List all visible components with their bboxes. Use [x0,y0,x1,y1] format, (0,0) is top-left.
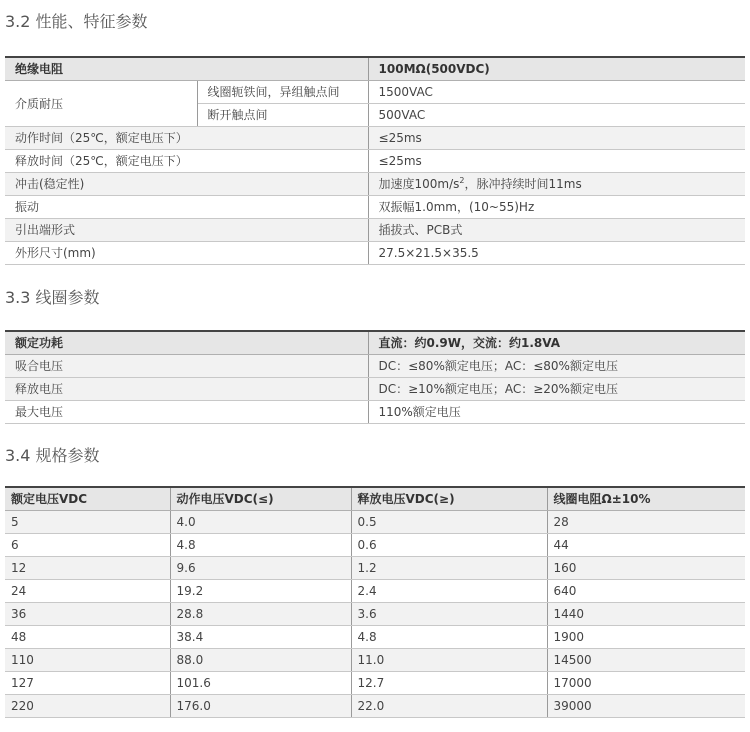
table-row [5,534,745,557]
table-row [5,626,745,649]
table-row [5,127,745,150]
table-cell: 127 [5,672,170,695]
table-cell: 2.4 [351,580,547,603]
table-cell: 28 [547,511,745,534]
shock-value-exponent: 2 [459,176,465,185]
table-row [5,81,745,104]
performance-header-row [5,57,745,81]
table-row [5,355,745,378]
row-value: 双振幅1.0mm，(10~55)Hz [368,196,745,219]
table-cell: 0.5 [351,511,547,534]
table-row [5,196,745,219]
table-row [5,378,745,401]
table-row [5,401,745,424]
table-row [5,150,745,173]
table-cell: 0.6 [351,534,547,557]
row-value: 27.5×21.5×35.5 [368,242,745,265]
row-label: 动作时间（25℃，额定电压下） [5,127,368,150]
dielectric-sub-label: 断开触点间 [197,104,368,127]
row-label: 振动 [5,196,368,219]
table-cell: 640 [547,580,745,603]
row-label: 冲击(稳定性) [5,173,368,196]
table-cell: 101.6 [170,672,351,695]
table-cell: 1900 [547,626,745,649]
table-cell: 6 [5,534,170,557]
table-row [5,173,745,196]
dielectric-value: 1500VAC [368,81,745,104]
row-value: DC：≥10%额定电压；AC：≥20%额定电压 [368,378,745,401]
table-cell: 4.8 [351,626,547,649]
table-row [5,511,745,534]
dielectric-value: 500VAC [368,104,745,127]
row-value [368,173,745,196]
table-row [5,672,745,695]
table-cell: 11.0 [351,649,547,672]
row-label: 外形尺寸(mm) [5,242,368,265]
table-row [5,649,745,672]
table-cell: 12.7 [351,672,547,695]
spec-table [5,486,745,718]
row-value: ≤25ms [368,150,745,173]
dielectric-label: 介质耐压 [5,81,197,127]
column-header: 额定电压VDC [5,487,170,511]
table-cell: 9.6 [170,557,351,580]
section-title-coil: 3.3 线圈参数 [5,288,100,307]
table-cell: 24 [5,580,170,603]
table-cell: 1.2 [351,557,547,580]
table-cell: 3.6 [351,603,547,626]
table-row [5,557,745,580]
table-cell: 48 [5,626,170,649]
shock-value-suffix: ，脉冲持续时间11ms [464,177,582,191]
column-header: 释放电压VDC(≥) [351,487,547,511]
row-label: 释放电压 [5,378,368,401]
section-title-spec: 3.4 规格参数 [5,446,100,465]
table-cell: 88.0 [170,649,351,672]
row-value: 插拔式、PCB式 [368,219,745,242]
table-cell: 36 [5,603,170,626]
shock-value-main: 加速度100m/s [378,177,460,191]
power-label: 额定功耗 [5,331,368,355]
table-cell: 17000 [547,672,745,695]
spec-header-row [5,487,745,511]
table-row [5,695,745,718]
insulation-value: 100MΩ(500VDC) [368,57,745,81]
table-cell: 22.0 [351,695,547,718]
table-cell: 176.0 [170,695,351,718]
table-cell: 38.4 [170,626,351,649]
table-cell: 28.8 [170,603,351,626]
power-value: 直流：约0.9W，交流：约1.8VA [368,331,745,355]
table-row [5,219,745,242]
table-cell: 39000 [547,695,745,718]
table-row [5,603,745,626]
row-label: 最大电压 [5,401,368,424]
table-cell: 160 [547,557,745,580]
table-row [5,580,745,603]
section-title-performance: 3.2 性能、特征参数 [5,12,148,31]
table-cell: 110 [5,649,170,672]
row-label: 吸合电压 [5,355,368,378]
coil-header-row [5,331,745,355]
table-row [5,242,745,265]
table-cell: 220 [5,695,170,718]
row-value: DC：≤80%额定电压；AC：≤80%额定电压 [368,355,745,378]
coil-table [5,330,745,424]
insulation-label: 绝缘电阻 [5,57,368,81]
table-cell: 1440 [547,603,745,626]
performance-table [5,56,745,265]
table-cell: 5 [5,511,170,534]
dielectric-sub-label: 线圈轭铁间，异组触点间 [197,81,368,104]
row-value: 110%额定电压 [368,401,745,424]
table-cell: 4.0 [170,511,351,534]
table-cell: 14500 [547,649,745,672]
row-value: ≤25ms [368,127,745,150]
column-header: 动作电压VDC(≤) [170,487,351,511]
row-label: 引出端形式 [5,219,368,242]
spec-table-body [5,511,745,718]
table-cell: 4.8 [170,534,351,557]
table-cell: 12 [5,557,170,580]
row-label: 释放时间（25℃，额定电压下） [5,150,368,173]
table-cell: 44 [547,534,745,557]
table-cell: 19.2 [170,580,351,603]
column-header: 线圈电阻Ω±10% [547,487,745,511]
